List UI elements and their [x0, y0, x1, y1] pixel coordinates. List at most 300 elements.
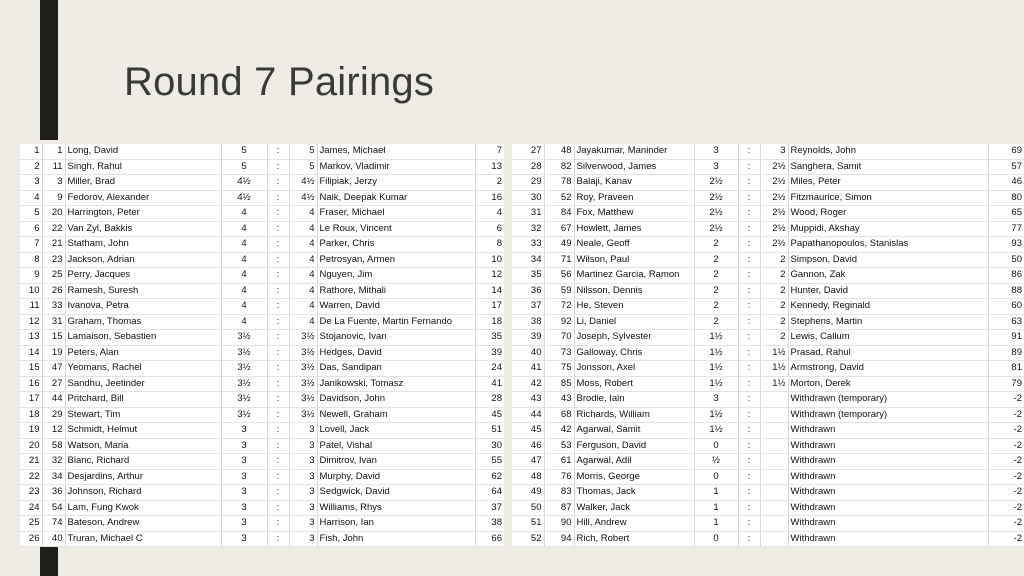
vs-separator-cell: : [738, 237, 760, 253]
vs-separator-cell: : [738, 314, 760, 330]
vs-separator-cell: : [267, 531, 289, 547]
black-score-cell: 4½ [289, 175, 317, 191]
black-player-cell: Withdrawn [788, 485, 988, 501]
black-score-cell: 4 [289, 283, 317, 299]
table-row [20, 268, 504, 284]
white-player-cell: Stewart, Tim [65, 407, 221, 423]
vs-separator-cell: : [267, 345, 289, 361]
black-score-cell: 3 [289, 423, 317, 439]
black-seed-cell: 24 [475, 361, 504, 377]
black-score-cell: 4 [289, 299, 317, 315]
black-seed-cell: -2 [988, 407, 1024, 423]
white-player-cell: Martinez Garcia, Ramon [574, 268, 694, 284]
white-score-cell: 4 [221, 299, 267, 315]
black-score-cell: 1½ [760, 361, 788, 377]
white-player-cell: Perry, Jacques [65, 268, 221, 284]
white-seed-cell: 47 [42, 361, 65, 377]
board-number-cell: 47 [512, 454, 544, 470]
board-number-cell: 21 [20, 454, 42, 470]
white-score-cell: 3 [221, 516, 267, 532]
table-row [20, 407, 504, 423]
board-number-cell: 23 [20, 485, 42, 501]
black-seed-cell: 93 [988, 237, 1024, 253]
black-player-cell: Prasad, Rahul [788, 345, 988, 361]
white-score-cell: 0 [694, 438, 738, 454]
black-player-cell: Murphy, David [317, 469, 475, 485]
table-row [512, 376, 1024, 392]
white-score-cell: 4 [221, 268, 267, 284]
vs-separator-cell: : [267, 252, 289, 268]
white-player-cell: Sandhu, Jeetinder [65, 376, 221, 392]
black-seed-cell: 79 [988, 376, 1024, 392]
black-player-cell: Hunter, David [788, 283, 988, 299]
vs-separator-cell: : [267, 190, 289, 206]
white-seed-cell: 3 [42, 175, 65, 191]
black-score-cell: 3 [289, 485, 317, 501]
board-number-cell: 5 [20, 206, 42, 222]
black-score-cell [760, 423, 788, 439]
white-player-cell: Johnson, Richard [65, 485, 221, 501]
vs-separator-cell: : [267, 268, 289, 284]
table-row [512, 175, 1024, 191]
white-seed-cell: 56 [544, 268, 574, 284]
black-player-cell: Dimitrov, Ivan [317, 454, 475, 470]
board-number-cell: 42 [512, 376, 544, 392]
black-seed-cell: 2 [475, 175, 504, 191]
board-number-cell: 20 [20, 438, 42, 454]
board-number-cell: 1 [20, 144, 42, 159]
table-row [512, 516, 1024, 532]
board-number-cell: 2 [20, 159, 42, 175]
board-number-cell: 39 [512, 330, 544, 346]
table-row [20, 252, 504, 268]
white-player-cell: Lamaison, Sebastien [65, 330, 221, 346]
vs-separator-cell: : [738, 206, 760, 222]
black-seed-cell: 16 [475, 190, 504, 206]
table-row [512, 283, 1024, 299]
black-seed-cell: 63 [988, 314, 1024, 330]
table-row [20, 206, 504, 222]
black-score-cell: 2½ [760, 159, 788, 175]
white-score-cell: 1 [694, 500, 738, 516]
black-player-cell: Stojanovic, Ivan [317, 330, 475, 346]
black-seed-cell: 50 [988, 252, 1024, 268]
board-number-cell: 30 [512, 190, 544, 206]
white-score-cell: 4 [221, 206, 267, 222]
white-player-cell: Truran, Michael C [65, 531, 221, 547]
vs-separator-cell: : [738, 361, 760, 377]
white-score-cell: 1½ [694, 361, 738, 377]
black-score-cell [760, 485, 788, 501]
white-player-cell: Agarwal, Samit [574, 423, 694, 439]
table-row [512, 206, 1024, 222]
table-row [20, 469, 504, 485]
black-score-cell: 3 [289, 454, 317, 470]
black-seed-cell: -2 [988, 500, 1024, 516]
vs-separator-cell: : [738, 299, 760, 315]
board-number-cell: 38 [512, 314, 544, 330]
white-player-cell: Galloway, Chris [574, 345, 694, 361]
black-seed-cell: -2 [988, 392, 1024, 408]
white-score-cell: 2 [694, 314, 738, 330]
black-player-cell: Fraser, Michael [317, 206, 475, 222]
black-score-cell: 3 [289, 469, 317, 485]
white-score-cell: 3½ [221, 361, 267, 377]
white-seed-cell: 11 [42, 159, 65, 175]
white-seed-cell: 92 [544, 314, 574, 330]
black-seed-cell: 35 [475, 330, 504, 346]
vs-separator-cell: : [738, 376, 760, 392]
table-row [512, 314, 1024, 330]
white-player-cell: Roy, Praveen [574, 190, 694, 206]
white-player-cell: Yeomans, Rachel [65, 361, 221, 377]
vs-separator-cell: : [738, 252, 760, 268]
black-player-cell: Nguyen, Jim [317, 268, 475, 284]
vs-separator-cell: : [267, 423, 289, 439]
black-player-cell: Fitzmaurice, Simon [788, 190, 988, 206]
white-score-cell: 2 [694, 268, 738, 284]
white-score-cell: 2 [694, 299, 738, 315]
black-player-cell: Withdrawn [788, 469, 988, 485]
white-score-cell: 4 [221, 283, 267, 299]
vs-separator-cell: : [267, 454, 289, 470]
white-score-cell: 1 [694, 516, 738, 532]
black-seed-cell: -2 [988, 531, 1024, 547]
black-seed-cell: 57 [988, 159, 1024, 175]
black-score-cell: 3½ [289, 345, 317, 361]
black-player-cell: Muppidi, Akshay [788, 221, 988, 237]
black-player-cell: Sanghera, Samit [788, 159, 988, 175]
vs-separator-cell: : [267, 221, 289, 237]
white-score-cell: 2½ [694, 206, 738, 222]
black-player-cell: Withdrawn (temporary) [788, 407, 988, 423]
black-seed-cell: 60 [988, 299, 1024, 315]
white-seed-cell: 36 [42, 485, 65, 501]
white-score-cell: 3 [694, 159, 738, 175]
white-seed-cell: 59 [544, 283, 574, 299]
white-score-cell: 3½ [221, 376, 267, 392]
white-seed-cell: 82 [544, 159, 574, 175]
white-player-cell: Ramesh, Suresh [65, 283, 221, 299]
vs-separator-cell: : [267, 206, 289, 222]
black-seed-cell: 37 [475, 500, 504, 516]
vs-separator-cell: : [267, 314, 289, 330]
black-seed-cell: 89 [988, 345, 1024, 361]
table-row [512, 159, 1024, 175]
black-score-cell [760, 469, 788, 485]
white-seed-cell: 29 [42, 407, 65, 423]
white-seed-cell: 54 [42, 500, 65, 516]
black-seed-cell: 38 [475, 516, 504, 532]
black-player-cell: Harrison, Ian [317, 516, 475, 532]
black-score-cell: 3½ [289, 361, 317, 377]
accent-bar-top [40, 0, 58, 140]
vs-separator-cell: : [267, 469, 289, 485]
board-number-cell: 37 [512, 299, 544, 315]
white-seed-cell: 58 [42, 438, 65, 454]
black-score-cell: 3½ [289, 407, 317, 423]
black-seed-cell: 66 [475, 531, 504, 547]
table-row [20, 330, 504, 346]
black-score-cell: 2 [760, 283, 788, 299]
white-seed-cell: 53 [544, 438, 574, 454]
black-seed-cell: 28 [475, 392, 504, 408]
white-player-cell: Fox, Matthew [574, 206, 694, 222]
pairings-table-right [512, 144, 1024, 547]
white-player-cell: Howlett, James [574, 221, 694, 237]
table-row [20, 516, 504, 532]
white-seed-cell: 34 [42, 469, 65, 485]
white-seed-cell: 9 [42, 190, 65, 206]
board-number-cell: 52 [512, 531, 544, 547]
black-score-cell: 3½ [289, 330, 317, 346]
black-player-cell: Markov, Vladimir [317, 159, 475, 175]
white-player-cell: Balaji, Kanav [574, 175, 694, 191]
black-score-cell: 2 [760, 252, 788, 268]
white-player-cell: Pritchard, Bill [65, 392, 221, 408]
white-player-cell: Schmidt, Helmut [65, 423, 221, 439]
black-seed-cell: 88 [988, 283, 1024, 299]
board-number-cell: 17 [20, 392, 42, 408]
black-seed-cell: 77 [988, 221, 1024, 237]
board-number-cell: 44 [512, 407, 544, 423]
black-score-cell: 4 [289, 237, 317, 253]
white-score-cell: 1½ [694, 330, 738, 346]
black-player-cell: Lovell, Jack [317, 423, 475, 439]
white-seed-cell: 68 [544, 407, 574, 423]
white-score-cell: 3 [221, 454, 267, 470]
white-score-cell: 1½ [694, 423, 738, 439]
board-number-cell: 25 [20, 516, 42, 532]
black-score-cell: 2½ [760, 206, 788, 222]
black-seed-cell: -2 [988, 485, 1024, 501]
white-seed-cell: 19 [42, 345, 65, 361]
white-player-cell: Jayakumar, Maninder [574, 144, 694, 159]
black-player-cell: Simpson, David [788, 252, 988, 268]
white-seed-cell: 83 [544, 485, 574, 501]
black-seed-cell: 17 [475, 299, 504, 315]
white-seed-cell: 70 [544, 330, 574, 346]
white-seed-cell: 44 [42, 392, 65, 408]
black-player-cell: Wood, Roger [788, 206, 988, 222]
white-seed-cell: 67 [544, 221, 574, 237]
black-player-cell: Rathore, Mithali [317, 283, 475, 299]
white-seed-cell: 33 [42, 299, 65, 315]
black-player-cell: Withdrawn [788, 500, 988, 516]
vs-separator-cell: : [738, 531, 760, 547]
white-player-cell: Morris, George [574, 469, 694, 485]
white-seed-cell: 31 [42, 314, 65, 330]
board-number-cell: 49 [512, 485, 544, 501]
white-seed-cell: 22 [42, 221, 65, 237]
table-row [20, 175, 504, 191]
black-seed-cell: -2 [988, 454, 1024, 470]
white-seed-cell: 26 [42, 283, 65, 299]
white-player-cell: Fedorov, Alexander [65, 190, 221, 206]
black-score-cell: 1½ [760, 376, 788, 392]
white-player-cell: Ferguson, David [574, 438, 694, 454]
white-seed-cell: 49 [544, 237, 574, 253]
white-seed-cell: 85 [544, 376, 574, 392]
table-row [20, 314, 504, 330]
table-row [20, 345, 504, 361]
vs-separator-cell: : [738, 144, 760, 159]
vs-separator-cell: : [738, 330, 760, 346]
white-seed-cell: 71 [544, 252, 574, 268]
white-score-cell: 0 [694, 531, 738, 547]
table-row [20, 283, 504, 299]
board-number-cell: 29 [512, 175, 544, 191]
vs-separator-cell: : [738, 407, 760, 423]
black-player-cell: Newell, Graham [317, 407, 475, 423]
table-row [20, 500, 504, 516]
black-score-cell: 3½ [289, 376, 317, 392]
white-player-cell: Long, David [65, 144, 221, 159]
white-score-cell: 3 [221, 500, 267, 516]
vs-separator-cell: : [267, 361, 289, 377]
white-seed-cell: 40 [42, 531, 65, 547]
white-player-cell: Li, Daniel [574, 314, 694, 330]
board-number-cell: 31 [512, 206, 544, 222]
black-player-cell: Withdrawn [788, 423, 988, 439]
board-number-cell: 11 [20, 299, 42, 315]
white-score-cell: 4 [221, 221, 267, 237]
black-score-cell: 4½ [289, 190, 317, 206]
black-seed-cell: 39 [475, 345, 504, 361]
table-row [512, 438, 1024, 454]
board-number-cell: 46 [512, 438, 544, 454]
white-score-cell: 1½ [694, 376, 738, 392]
white-player-cell: Lam, Fung Kwok [65, 500, 221, 516]
black-player-cell: Reynolds, John [788, 144, 988, 159]
board-number-cell: 41 [512, 361, 544, 377]
white-score-cell: 2½ [694, 221, 738, 237]
white-seed-cell: 73 [544, 345, 574, 361]
black-seed-cell: 80 [988, 190, 1024, 206]
white-score-cell: 3 [221, 438, 267, 454]
black-score-cell: 4 [289, 252, 317, 268]
white-score-cell: 4 [221, 314, 267, 330]
board-number-cell: 9 [20, 268, 42, 284]
vs-separator-cell: : [267, 392, 289, 408]
black-score-cell [760, 454, 788, 470]
black-score-cell: 3 [289, 516, 317, 532]
vs-separator-cell: : [267, 175, 289, 191]
white-score-cell: 1½ [694, 407, 738, 423]
white-score-cell: 3 [221, 423, 267, 439]
black-seed-cell: 62 [475, 469, 504, 485]
vs-separator-cell: : [267, 283, 289, 299]
white-seed-cell: 1 [42, 144, 65, 159]
board-number-cell: 3 [20, 175, 42, 191]
white-player-cell: Statham, John [65, 237, 221, 253]
black-score-cell: 2 [760, 330, 788, 346]
white-player-cell: Ivanova, Petra [65, 299, 221, 315]
vs-separator-cell: : [267, 376, 289, 392]
white-seed-cell: 48 [544, 144, 574, 159]
white-seed-cell: 78 [544, 175, 574, 191]
black-score-cell: 2½ [760, 237, 788, 253]
white-seed-cell: 20 [42, 206, 65, 222]
black-seed-cell: 64 [475, 485, 504, 501]
black-seed-cell: -2 [988, 438, 1024, 454]
table-row [512, 485, 1024, 501]
vs-separator-cell: : [738, 268, 760, 284]
vs-separator-cell: : [738, 345, 760, 361]
board-number-cell: 12 [20, 314, 42, 330]
white-seed-cell: 90 [544, 516, 574, 532]
board-number-cell: 27 [512, 144, 544, 159]
vs-separator-cell: : [267, 500, 289, 516]
vs-separator-cell: : [267, 407, 289, 423]
black-score-cell: 5 [289, 144, 317, 159]
black-player-cell: Sedgwick, David [317, 485, 475, 501]
black-seed-cell: 86 [988, 268, 1024, 284]
white-score-cell: 1½ [694, 345, 738, 361]
white-seed-cell: 12 [42, 423, 65, 439]
black-player-cell: Parker, Chris [317, 237, 475, 253]
white-score-cell: 2½ [694, 190, 738, 206]
table-row [512, 407, 1024, 423]
black-player-cell: Davidson, John [317, 392, 475, 408]
black-score-cell: 2 [760, 299, 788, 315]
table-row [512, 190, 1024, 206]
black-seed-cell: 41 [475, 376, 504, 392]
vs-separator-cell: : [267, 485, 289, 501]
black-seed-cell: -2 [988, 516, 1024, 532]
white-seed-cell: 75 [544, 361, 574, 377]
table-row [512, 330, 1024, 346]
white-score-cell: 5 [221, 159, 267, 175]
black-score-cell: 3 [289, 500, 317, 516]
board-number-cell: 48 [512, 469, 544, 485]
white-score-cell: 3½ [221, 345, 267, 361]
white-player-cell: Harrington, Peter [65, 206, 221, 222]
table-row [20, 392, 504, 408]
white-score-cell: 3 [221, 485, 267, 501]
white-player-cell: Bateson, Andrew [65, 516, 221, 532]
table-row [512, 531, 1024, 547]
black-seed-cell: 69 [988, 144, 1024, 159]
black-player-cell: Warren, David [317, 299, 475, 315]
black-player-cell: Gannon, Zak [788, 268, 988, 284]
pairings-table-left [20, 144, 504, 547]
black-player-cell: Lewis, Callum [788, 330, 988, 346]
black-score-cell [760, 392, 788, 408]
black-seed-cell: 14 [475, 283, 504, 299]
black-player-cell: Armstrong, David [788, 361, 988, 377]
table-row [512, 469, 1024, 485]
white-player-cell: Singh, Rahul [65, 159, 221, 175]
black-player-cell: Stephens, Martin [788, 314, 988, 330]
vs-separator-cell: : [267, 438, 289, 454]
black-seed-cell: 51 [475, 423, 504, 439]
white-score-cell: 3 [221, 531, 267, 547]
black-seed-cell: 6 [475, 221, 504, 237]
board-number-cell: 33 [512, 237, 544, 253]
white-seed-cell: 61 [544, 454, 574, 470]
white-score-cell: 2 [694, 252, 738, 268]
table-row [20, 423, 504, 439]
black-score-cell [760, 500, 788, 516]
board-number-cell: 35 [512, 268, 544, 284]
white-seed-cell: 94 [544, 531, 574, 547]
table-row [20, 361, 504, 377]
board-number-cell: 4 [20, 190, 42, 206]
table-row [20, 299, 504, 315]
white-player-cell: Thomas, Jack [574, 485, 694, 501]
black-seed-cell: 7 [475, 144, 504, 159]
